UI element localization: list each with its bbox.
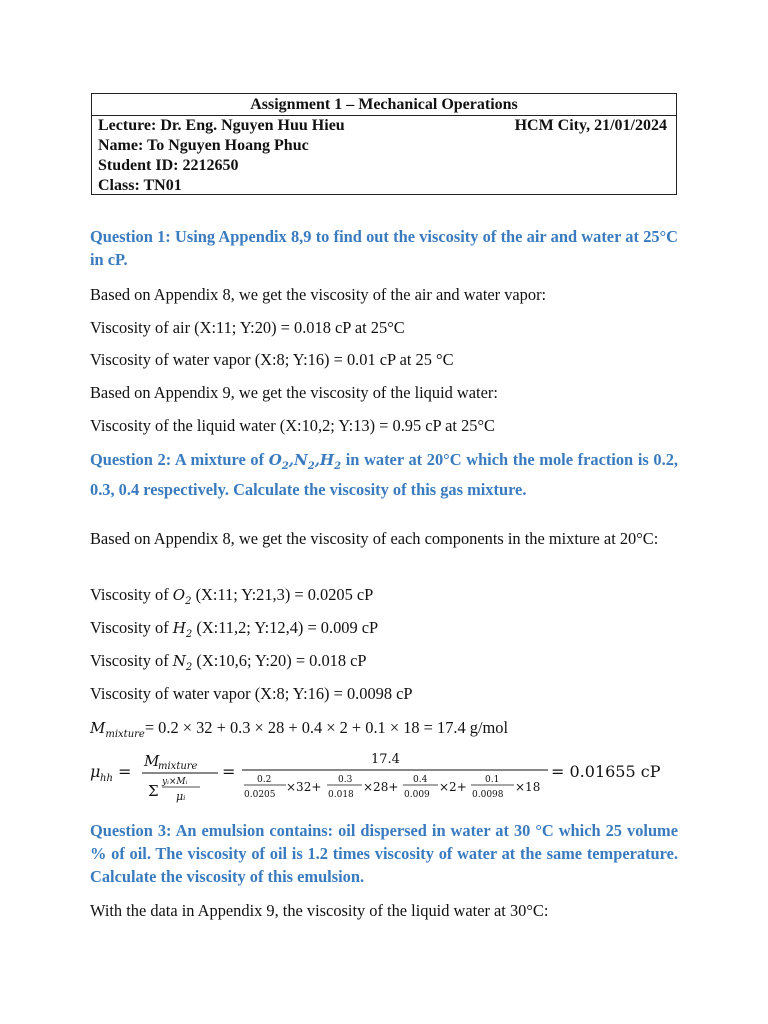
n2-formula: $N_2$ xyxy=(172,652,193,673)
o2-value: (X:11; Y:21,3) = 0.0205 cP xyxy=(195,585,374,604)
q1-paragraph-2: Viscosity of air (X:11; Y:20) = 0.018 cP at 25°C xyxy=(90,318,405,337)
assignment-title: Assignment 1 – Mechanical Operations xyxy=(92,94,676,116)
svg-text:0.0205: 0.0205 xyxy=(244,790,276,800)
q2-text-b: in water at 20°C which the mole fraction is 0.2, 0.3, 0.4 respectively. Calculate the viscosity of this gas mixture. xyxy=(90,450,679,499)
question-1: Question 1: Using Appendix 8,9 to find out the viscosity of the air and water at 25°C in cP. xyxy=(90,227,678,269)
header-table xyxy=(91,93,677,195)
lecturer: Lecture: Dr. Eng. Nguyen Huu Hieu xyxy=(98,117,345,134)
question-2 xyxy=(90,448,678,501)
q1-paragraph-1: Based on Appendix 8, we get the viscosity of the air and water vapor: xyxy=(90,285,547,304)
svg-text:×32+: ×32+ xyxy=(286,780,322,794)
svg-text:μᵢ: μᵢ xyxy=(176,790,186,803)
svg-text:0.009: 0.009 xyxy=(404,790,430,800)
svg-text:M: M xyxy=(144,752,160,770)
n2-value: (X:10,6; Y:20) = 0.018 cP xyxy=(196,651,367,670)
q1-paragraph-5: Viscosity of the liquid water (X:10,2; Y:13) = 0.95 cP at 25°C xyxy=(90,416,495,435)
h2-formula: $H_2$ xyxy=(172,619,193,640)
svg-text:=: = xyxy=(222,762,236,781)
q2-text-a: Question 2: A mixture of xyxy=(90,450,265,469)
class: Class: TN01 xyxy=(98,177,182,194)
student-id: Student ID: 2212650 xyxy=(98,157,239,174)
svg-text:yᵢ×Mᵢ: yᵢ×Mᵢ xyxy=(162,777,188,787)
viscosity-of-label: Viscosity of xyxy=(90,618,169,637)
place-date: HCM City, 21/01/2024 xyxy=(514,117,667,134)
svg-text:hh: hh xyxy=(100,773,113,784)
q2-visc-n2 xyxy=(90,649,678,679)
svg-text:μ: μ xyxy=(90,762,101,781)
mu-numerator: 17.4 xyxy=(371,752,400,767)
q1-paragraph-4: Based on Appendix 9, we get the viscosity of the liquid water: xyxy=(90,383,498,402)
h2-value: (X:11,2; Y:12,4) = 0.009 cP xyxy=(196,618,379,637)
svg-text:0.0098: 0.0098 xyxy=(472,790,504,800)
q2-paragraph-1: Based on Appendix 8, we get the viscosity of each components in the mixture at 20°C: xyxy=(90,529,659,548)
m-mixture-symbol: $M_{mixture}$ xyxy=(90,719,145,740)
mu-result: = 0.01655 cP xyxy=(551,762,661,781)
q1-paragraph-3: Viscosity of water vapor (X:8; Y:16) = 0.01 cP at 25 °C xyxy=(90,350,454,369)
q2-visc-o2 xyxy=(90,583,678,613)
viscosity-of-label: Viscosity of xyxy=(90,651,169,670)
viscosity-equation xyxy=(90,748,690,808)
svg-text:0.1: 0.1 xyxy=(485,775,500,785)
svg-text:0.2: 0.2 xyxy=(257,775,272,785)
svg-text:0.018: 0.018 xyxy=(328,790,354,800)
svg-text:=: = xyxy=(118,762,132,781)
svg-text:mixture: mixture xyxy=(158,761,198,772)
viscosity-equation-svg xyxy=(90,748,690,808)
m-mixture-expression: = 0.2 × 32 + 0.3 × 28 + 0.4 × 2 + 0.1 × 18 = 17.4 g/mol xyxy=(144,718,509,737)
svg-text:0.4: 0.4 xyxy=(413,775,428,785)
svg-text:Σ: Σ xyxy=(148,782,159,800)
question-3: Question 3: An emulsion contains: oil dispersed in water at 30 °C which 25 volume % of oil. The viscosity of oil is 1.2 times viscosity of water at the same temperature. Calculate the viscosity of this emulsion. xyxy=(90,821,678,886)
o2-formula: $O_2$ xyxy=(172,586,192,607)
student-name: Name: To Nguyen Hoang Phuc xyxy=(98,137,309,154)
q2-visc-water-vapor: Viscosity of water vapor (X:8; Y:16) = 0.0098 cP xyxy=(90,684,413,703)
svg-text:0.3: 0.3 xyxy=(338,775,353,785)
svg-text:×2+: ×2+ xyxy=(439,780,467,794)
q2-visc-h2 xyxy=(90,616,678,646)
svg-text:×28+: ×28+ xyxy=(363,780,399,794)
q3-paragraph-1: With the data in Appendix 9, the viscosity of the liquid water at 30°C: xyxy=(90,901,549,920)
viscosity-of-label: Viscosity of xyxy=(90,585,169,604)
svg-text:×18: ×18 xyxy=(515,780,541,794)
m-mixture-equation xyxy=(90,716,678,746)
q2-gases-formula: $O_2,N_2,H_2$ xyxy=(268,451,342,472)
